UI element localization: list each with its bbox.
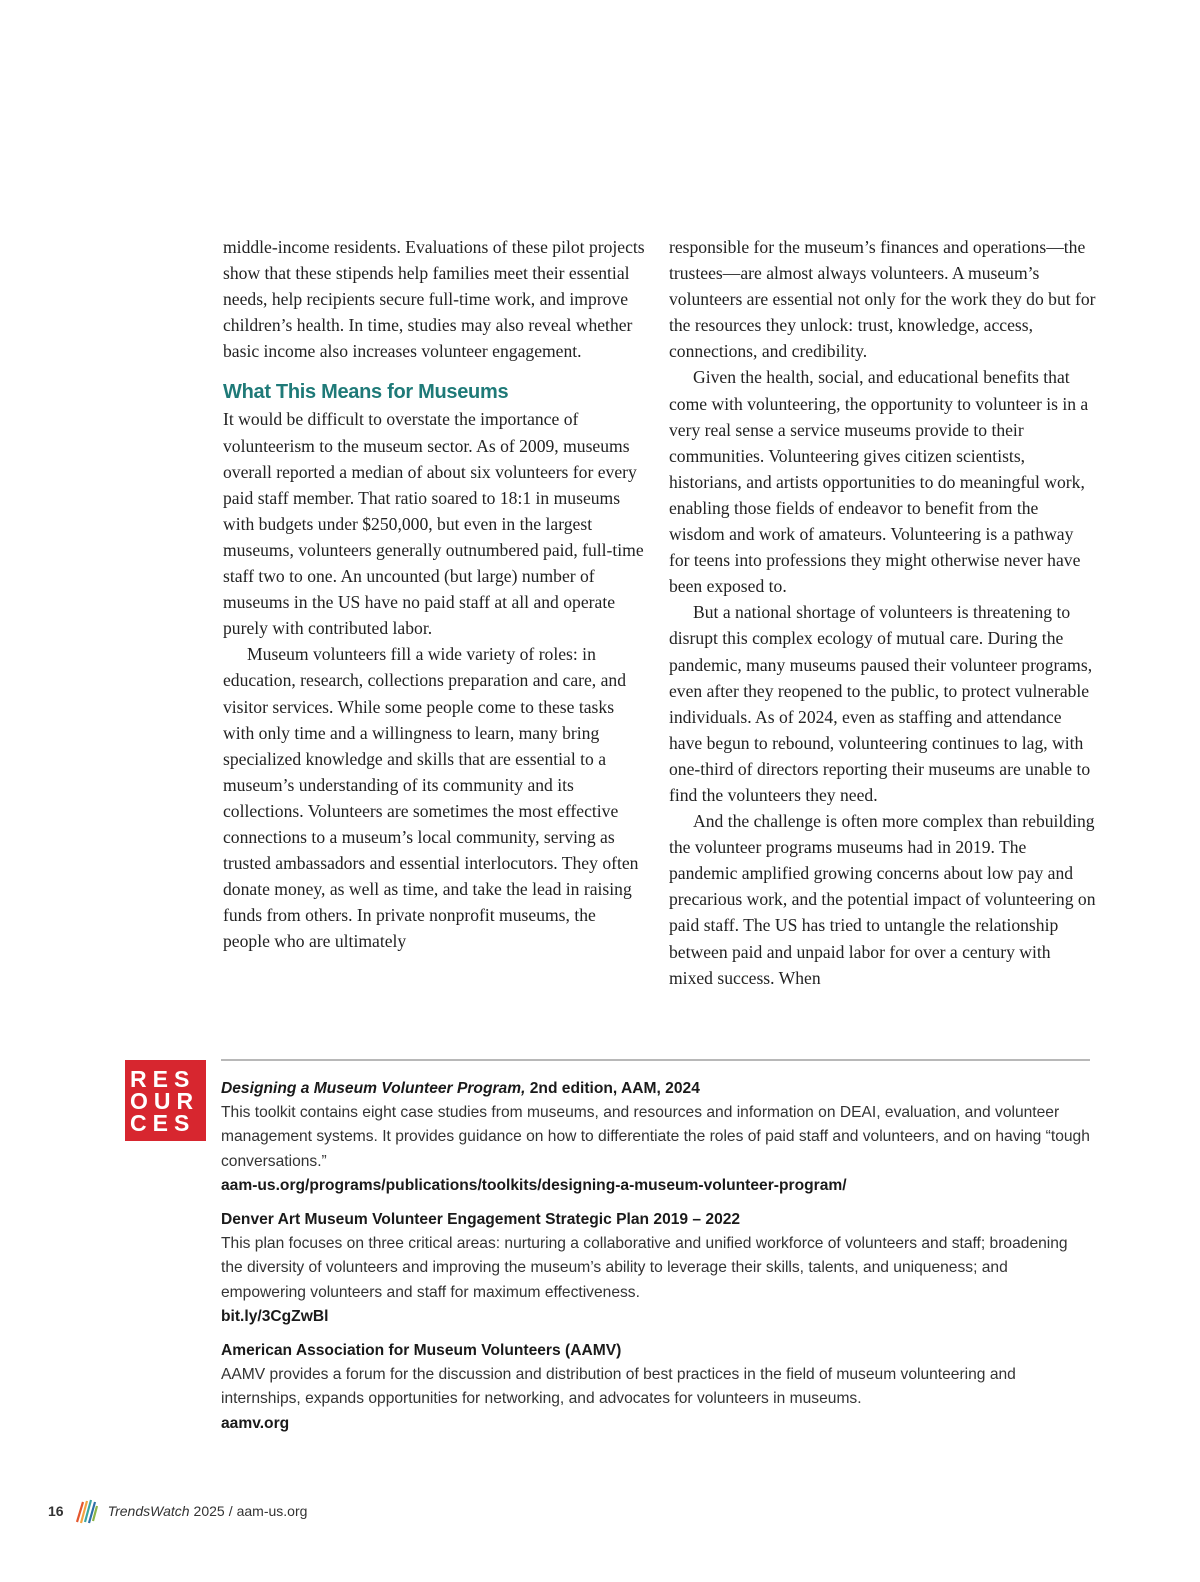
body-paragraph: middle-income residents. Evaluations of these pilot projects show that these stipends help families meet their essential needs, help recipients secure full-time work, and improve children’s health. In time, studies may also reveal whether basic income also increases volunteer engagement.	[223, 237, 645, 362]
resources-divider	[221, 1059, 1090, 1061]
badge-line: RES	[130, 1065, 196, 1092]
resource-link[interactable]: bit.ly/3CgZwBl	[221, 1307, 329, 1325]
resource-item	[221, 1339, 1091, 1436]
left-column	[223, 234, 645, 954]
page-number: 16	[48, 1503, 64, 1519]
footer-separator: /	[228, 1503, 233, 1519]
resource-title	[221, 1077, 1091, 1101]
resource-description: This plan focuses on three critical areas: nurturing a collaborative and unified workforce of volunteers and staff; broadening the diversity of volunteers and improving the museum’s ability to leverage their skills, talents, and uniqueness; and empowering volunteers and staff for maximum effectiveness.	[221, 1235, 1068, 1301]
body-paragraph: But a national shortage of volunteers is threatening to disrupt this complex ecology of mutual care. During the pandemic, many museums paused their volunteer programs, even after they reopened to the public, to protect vulnerable individuals. As of 2024, even as staffing and attendance have begun to rebound, volunteering continues to lag, with one-third of directors reporting their museums are unable to find the volunteers they need.	[669, 602, 1093, 805]
resource-title-italic: Designing a Museum Volunteer Program,	[221, 1080, 526, 1097]
resource-item	[221, 1077, 1091, 1198]
right-column	[669, 234, 1097, 991]
resource-title-rest: 2nd edition, AAM, 2024	[525, 1080, 700, 1097]
body-paragraph: It would be difficult to overstate the importance of volunteerism to the museum sector. As of 2009, museums overall reported a median of about six volunteers for every paid staff member. That ratio soared to 18:1 in museums with budgets under $250,000, but even in the largest museums, volunteers generally outnumbered paid, full-time staff two to one. An uncounted (but large) number of museums in the US have no paid staff at all and operate purely with contributed labor.	[223, 409, 644, 639]
page-footer	[48, 1496, 307, 1526]
body-paragraph: responsible for the museum’s finances and operations—the trustees—are almost always volunteers. A museum’s volunteers are essential not only for the work they do but for the resources they unlock: trust, knowledge, access, connections, and credibility.	[669, 237, 1096, 362]
body-paragraph: Given the health, social, and educational benefits that come with volunteering, the opportunity to volunteer is in a very real sense a service museums provide to their communities. Volunteering gives citizen scientists, historians, and artists opportunities to do meaningful work, enabling those fields of endeavor to benefit from the wisdom and work of amateurs. Volunteering is a pathway for teens into professions they might otherwise never have been exposed to.	[669, 367, 1089, 597]
resource-link[interactable]: aam-us.org/programs/publications/toolkits/designing-a-museum-volunteer-program/	[221, 1176, 847, 1194]
footer-brand: TrendsWatch	[107, 1503, 190, 1519]
resources-list	[221, 1077, 1091, 1446]
resource-description: AAMV provides a forum for the discussion and distribution of best practices in the field of museum volunteering and internships, expands opportunities for networking, and advocates for volunteers in museums.	[221, 1366, 1016, 1408]
resource-item	[221, 1208, 1091, 1329]
resource-link[interactable]: aamv.org	[221, 1414, 290, 1432]
resource-title: American Association for Museum Volunteers (AAMV)	[221, 1342, 622, 1360]
resource-description: This toolkit contains eight case studies from museums, and resources and information on DEAI, evaluation, and volunteer management systems. It provides guidance on how to differentiate the roles of paid staff and volunteers, and on having “tough conversations.”	[221, 1104, 1090, 1170]
badge-line: OUR	[130, 1087, 200, 1114]
section-heading: What This Means for Museums	[223, 381, 509, 404]
badge-line: CES	[130, 1109, 196, 1136]
footer-site-link[interactable]: aam-us.org	[236, 1503, 308, 1519]
resources-badge	[125, 1060, 206, 1141]
body-paragraph: Museum volunteers fill a wide variety of roles: in education, research, collections preparation and care, and visitor services. While some people come to these tasks with only time and a willingness to learn, many bring specialized knowledge and skills that are essential to a museum’s understanding of its community and its collections. Volunteers are sometimes the most effective connections to a museum’s local community, serving as trusted ambassadors and essential interlocutors. They often donate money, as well as time, and take the lead in raising funds from others. In private nonprofit museums, the people who are ultimately	[223, 644, 639, 952]
body-paragraph: And the challenge is often more complex than rebuilding the volunteer programs museums had in 2019. The pandemic amplified growing concerns about low pay and precarious work, and the potential impact of volunteering on paid staff. The US has tried to untangle the relationship between paid and unpaid labor for over a century with mixed success. When	[669, 811, 1096, 988]
footer-year: 2025	[193, 1503, 225, 1519]
resource-title: Denver Art Museum Volunteer Engagement Strategic Plan 2019 – 2022	[221, 1211, 741, 1229]
aam-stripes-logo-icon	[74, 1496, 98, 1526]
